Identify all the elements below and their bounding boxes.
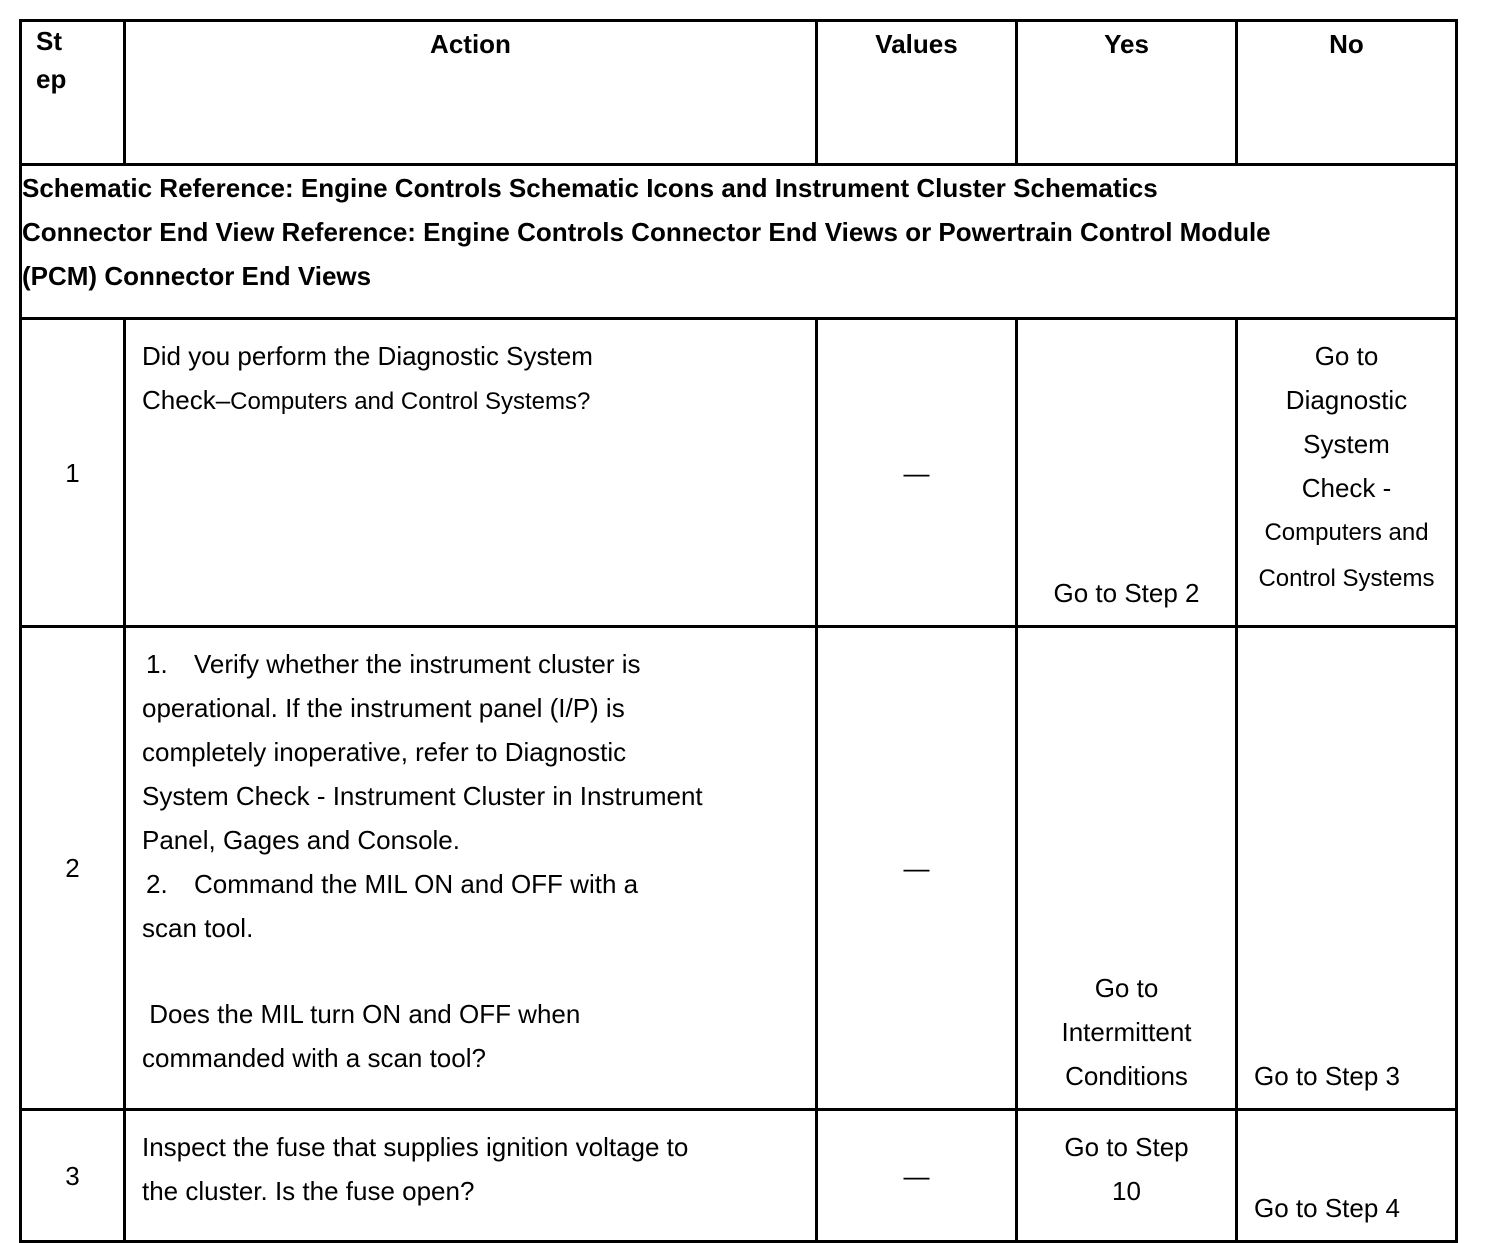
connector-reference: Connector End View Reference: Engine Controls Connector End Views or Powertrain Control Module	[22, 217, 1271, 247]
table-row	[21, 1110, 1457, 1242]
no-line: Control Systems	[1258, 565, 1435, 592]
no-cell: Go to Step 3	[1237, 627, 1457, 1110]
yes-cell: Go to Step 2	[1017, 319, 1237, 627]
action-cell	[125, 319, 817, 627]
question-line: Does the MIL turn ON and OFF when	[142, 999, 581, 1029]
header-step	[21, 21, 125, 165]
question-line: commanded with a scan tool?	[142, 1043, 486, 1073]
action-line: the cluster. Is the fuse open?	[142, 1176, 475, 1206]
list-item: 1. Verify whether the instrument cluster is	[146, 649, 641, 679]
values-cell: —	[817, 319, 1017, 627]
connector-reference-cont: (PCM) Connector End Views	[22, 261, 372, 291]
action-line: completely inoperative, refer to Diagnostic	[142, 737, 627, 767]
action-line: operational. If the instrument panel (I/P) is	[142, 693, 625, 723]
header-no: No	[1237, 21, 1457, 165]
no-cell	[1237, 319, 1457, 627]
action-line: System Check - Instrument Cluster in Instrument	[142, 781, 703, 811]
spacer	[142, 950, 755, 992]
no-cell: Go to Step 4	[1237, 1110, 1457, 1242]
action-cell	[125, 627, 817, 1110]
yes-cell: Go to Intermittent Conditions	[1017, 627, 1237, 1110]
action-text: Check–	[142, 385, 231, 415]
schematic-reference: Schematic Reference: Engine Controls Schematic Icons and Instrument Cluster Schematics	[22, 173, 1158, 203]
list-item: 2. Command the MIL ON and OFF with a	[146, 869, 639, 899]
action-text-small: Computers and Control Systems?	[230, 388, 591, 415]
action-line: Panel, Gages and Console.	[142, 825, 460, 855]
no-line: System	[1303, 429, 1390, 459]
step-number: 2	[21, 627, 125, 1110]
header-yes: Yes	[1017, 21, 1237, 165]
no-line: Go to	[1314, 341, 1379, 371]
reference-cell	[21, 165, 1457, 319]
action-cell	[125, 1110, 817, 1242]
header-step-line2: ep	[36, 64, 67, 94]
table-row	[21, 319, 1457, 627]
header-values: Values	[817, 21, 1017, 165]
action-line: Inspect the fuse that supplies ignition voltage to	[142, 1132, 689, 1162]
header-step-line1: St	[36, 26, 62, 56]
values-cell: —	[817, 627, 1017, 1110]
step-number: 3	[21, 1110, 125, 1242]
reference-row	[21, 165, 1457, 319]
step-number: 1	[21, 319, 125, 627]
yes-cell: Go to Step 10	[1017, 1110, 1237, 1242]
no-line: Check -	[1301, 473, 1392, 503]
values-cell: —	[817, 1110, 1017, 1242]
action-line: scan tool.	[142, 913, 254, 943]
action-line: Did you perform the Diagnostic System	[142, 341, 593, 371]
diagnostic-table	[19, 19, 1458, 1243]
action-line	[142, 378, 755, 424]
header-row	[21, 21, 1457, 165]
no-line: Diagnostic	[1285, 385, 1408, 415]
header-action: Action	[125, 21, 817, 165]
no-line: Computers and	[1264, 519, 1429, 546]
table-row	[21, 627, 1457, 1110]
